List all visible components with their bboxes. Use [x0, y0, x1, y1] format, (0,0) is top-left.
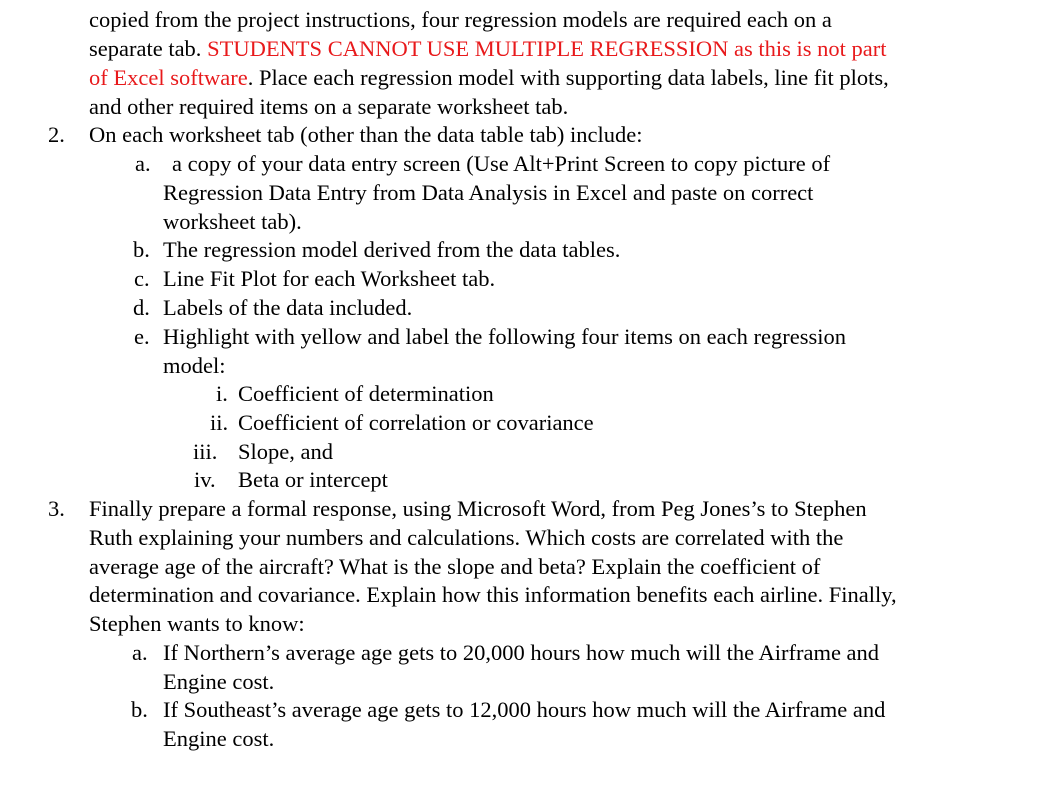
item3-line-1: Finally prepare a formal response, using Microsoft Word, from Peg Jones’s to Stephen — [89, 496, 867, 521]
sub-marker-b: b. — [133, 237, 150, 262]
item2a-line-2: Regression Data Entry from Data Analysis in Excel and paste on correct — [163, 180, 814, 205]
item2a-line-3: worksheet tab). — [163, 209, 302, 234]
item1-line-3-text: . Place each regression model with supporting data labels, line fit plots, — [247, 65, 889, 90]
roman-item-i: Coefficient of determination — [238, 381, 494, 406]
item2c-text: Line Fit Plot for each Worksheet tab. — [163, 266, 496, 291]
item2e-line-1: Highlight with yellow and label the following four items on each regression — [163, 324, 846, 349]
roman-marker-ii: ii. — [210, 410, 229, 435]
item3b-line-2: Engine cost. — [163, 726, 275, 751]
list-number-3: 3. — [48, 496, 65, 521]
item3-line-5: Stephen wants to know: — [89, 611, 305, 636]
warning-text: STUDENTS CANNOT USE MULTIPLE REGRESSION as this is not part — [207, 36, 887, 61]
item2e-line-2: model: — [163, 353, 226, 378]
roman-item-iii: Slope, and — [238, 439, 333, 464]
item3-line-3: average age of the aircraft? What is the slope and beta? Explain the coefficient of — [89, 554, 821, 579]
item3a-line-2: Engine cost. — [163, 669, 275, 694]
item2b-text: The regression model derived from the data tables. — [163, 237, 621, 262]
sub-marker-c: c. — [134, 266, 150, 291]
item1-line-1: copied from the project instructions, four regression models are required each on a — [89, 7, 832, 32]
item1-line-2-text: separate tab. — [89, 36, 208, 61]
item1-line-2 — [89, 35, 886, 64]
item3-line-2: Ruth explaining your numbers and calculations. Which costs are correlated with the — [89, 525, 844, 550]
item1-line-4: and other required items on a separate worksheet tab. — [89, 94, 569, 119]
sub-marker-3a: a. — [132, 640, 148, 665]
item2a-line-1: a copy of your data entry screen (Use Alt+Print Screen to copy picture of — [172, 151, 831, 176]
sub-marker-e: e. — [134, 324, 150, 349]
item3a-line-1: If Northern’s average age gets to 20,000 hours how much will the Airframe and — [163, 640, 880, 665]
roman-marker-iii: iii. — [193, 439, 218, 464]
list-number-2: 2. — [48, 122, 65, 147]
roman-item-iv: Beta or intercept — [238, 467, 388, 492]
sub-marker-3b: b. — [131, 697, 148, 722]
item2-text: On each worksheet tab (other than the data table tab) include: — [89, 122, 643, 147]
roman-marker-i: i. — [216, 381, 228, 406]
roman-item-ii: Coefficient of correlation or covariance — [238, 410, 594, 435]
item3b-line-1: If Southeast’s average age gets to 12,000 hours how much will the Airframe and — [163, 697, 886, 722]
sub-marker-d: d. — [133, 295, 150, 320]
warning-text-continued: of Excel software — [89, 65, 248, 90]
roman-marker-iv: iv. — [194, 467, 216, 492]
sub-marker-a: a. — [135, 151, 151, 176]
item2d-text: Labels of the data included. — [163, 295, 413, 320]
item3-line-4: determination and covariance. Explain how this information benefits each airline. Finally, — [89, 582, 897, 607]
item1-line-3 — [89, 64, 889, 93]
